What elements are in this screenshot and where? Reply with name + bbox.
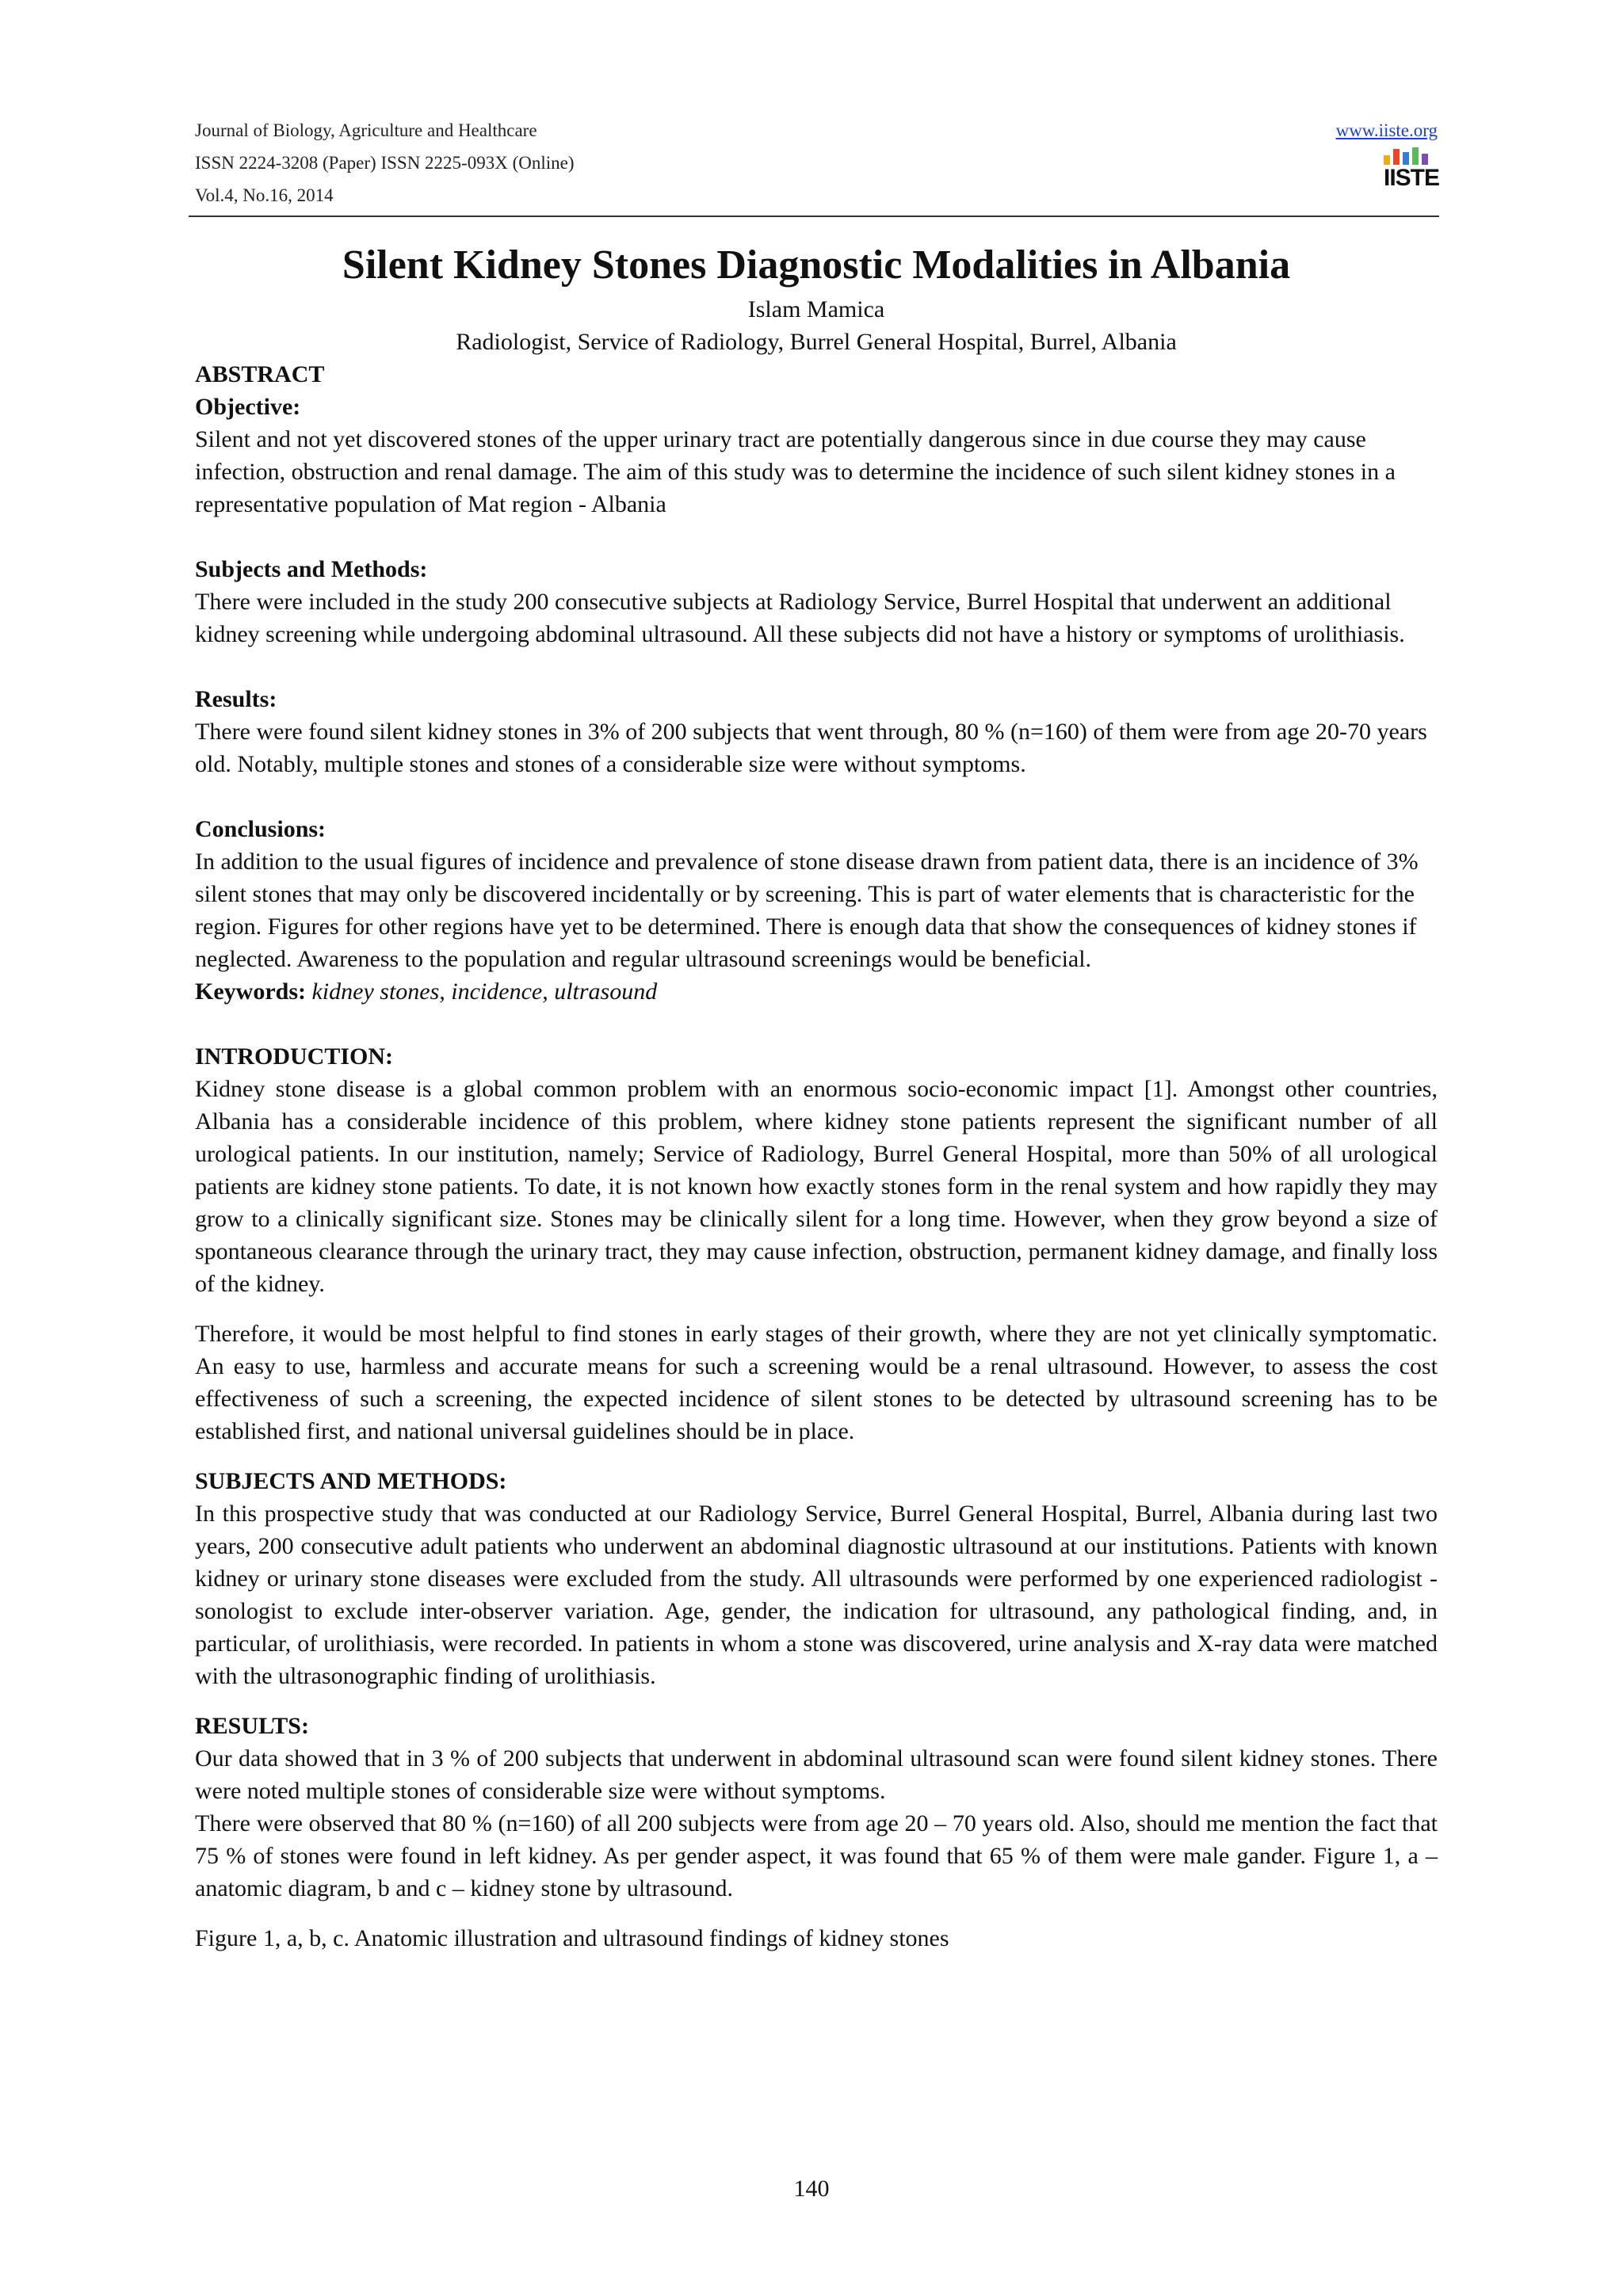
author-name: Islam Mamica [747, 296, 885, 322]
keywords-value: kidney stones, incidence, ultrasound [311, 978, 658, 1005]
results-paragraph-1: Our data showed that in 3 % of 200 subjects that underwent in abdominal ultrasound scan were found silent kidney stones. There were noted multiple stones of considerable size were without symptoms. [195, 1745, 1438, 1804]
abstract-heading: ABSTRACT [195, 361, 325, 387]
logo-text: IISTE [1384, 165, 1440, 191]
logo-bars [1384, 147, 1436, 165]
methods-abstract-text: There were included in the study 200 consecutive subjects at Radiology Service, Burrel Hospital that underwent an additional kidney screening while undergoing abdominal ultrasound. All these subjects did not have a history or symptoms of urolithiasis. [195, 589, 1405, 647]
journal-issn: ISSN 2224-3208 (Paper) ISSN 2225-093X (Online) [195, 153, 575, 173]
objective-heading: Objective: [195, 394, 301, 420]
journal-name: Journal of Biology, Agriculture and Healthcare [195, 120, 537, 140]
results-abstract-text: There were found silent kidney stones in 3% of 200 subjects that went through, 80 % (n=160) of them were from age 20-70 years old. Notably, multiple stones and stones of a considerable size were without symptoms. [195, 719, 1427, 777]
figure-caption: Figure 1, a, b, c. Anatomic illustration and ultrasound findings of kidney stones [195, 1925, 949, 1951]
introduction-paragraph-1: Kidney stone disease is a global common problem with an enormous socio-economic impact [1]. Amongst other countries, Albania has a considerable incidence of this problem, where kidney stone patients represent the significant number of all urological patients. In our institution, namely; Service of Radiology, Burrel General Hospital, more than 50% of all urological patients are kidney stone patients. To date, it is not known how exactly stones form in the renal system and how rapidly they may grow to a clinically significant size. Stones may be clinically silent for a long time. However, when they grow beyond a size of spontaneous clearance through the urinary tract, they may cause infection, obstruction, permanent kidney damage, and finally loss of the kidney. [195, 1076, 1438, 1297]
paper-title: Silent Kidney Stones Diagnostic Modalities in Albania [342, 242, 1291, 288]
keywords-label: Keywords: [195, 978, 306, 1005]
page-number: 140 [793, 2176, 830, 2202]
header-divider [189, 215, 1439, 217]
objective-text: Silent and not yet discovered stones of the upper urinary tract are potentially dangerous since in due course they may cause infection, obstruction and renal damage. The aim of this study was to determine the incidence of such silent kidney stones in a representative population of Mat region - Albania [195, 426, 1396, 517]
results-abstract-heading: Results: [195, 686, 277, 712]
results-paragraph-2: There were observed that 80 % (n=160) of all 200 subjects were from age 20 – 70 years old. Also, should me mention the fact that 75 % of stones were found in left kidney. As per gender aspect, it was found that 65 % of them were male gander. Figure 1, a – anatomic diagram, b and c – kidney stone by ultrasound. [195, 1810, 1438, 1901]
subjects-methods-paragraph: In this prospective study that was conducted at our Radiology Service, Burrel General Hospital, Burrel, Albania during last two years, 200 consecutive adult patients who underwent an abdominal diagnostic ultrasound at our institutions. Patients with known kidney or urinary stone diseases were excluded from the study. All ultrasounds were performed by one experienced radiologist - sonologist to exclude inter-observer variation. Age, gender, the indication for ultrasound, any pathological finding, and, in particular, of urolithiasis, were recorded. In patients in whom a stone was discovered, urine analysis and X-ray data were matched with the ultrasonographic finding of urolithiasis. [195, 1501, 1438, 1689]
page-content [195, 238, 1438, 1955]
methods-abstract-heading: Subjects and Methods: [195, 556, 428, 582]
website-link[interactable]: www.iiste.org [1335, 120, 1438, 140]
website-header [1336, 114, 1438, 147]
journal-volume: Vol.4, No.16, 2014 [195, 185, 334, 205]
journal-header [195, 114, 575, 212]
results-heading: RESULTS: [195, 1713, 309, 1739]
subjects-methods-heading: SUBJECTS AND METHODS: [195, 1468, 507, 1494]
iiste-logo [1384, 147, 1440, 203]
keywords-line [195, 975, 1438, 1008]
introduction-paragraph-2: Therefore, it would be most helpful to find stones in early stages of their growth, where they are not yet clinically symptomatic. An easy to use, harmless and accurate means for such a screening would be a renal ultrasound. However, to assess the cost effectiveness of such a screening, the expected incidence of silent stones to be detected by ultrasound screening has to be established first, and national universal guidelines should be in place. [195, 1321, 1438, 1444]
conclusions-heading: Conclusions: [195, 816, 327, 842]
author-affiliation: Radiologist, Service of Radiology, Burrel General Hospital, Burrel, Albania [456, 329, 1177, 355]
conclusions-text: In addition to the usual figures of incidence and prevalence of stone disease drawn from patient data, there is an incidence of 3% silent stones that may only be discovered incidentally or by screening. This is part of water elements that is characteristic for the region. Figures for other regions have yet to be determined. There is enough data that show the consequences of kidney stones if neglected. Awareness to the population and regular ultrasound screenings would be beneficial. [195, 849, 1419, 972]
introduction-heading: INTRODUCTION: [195, 1043, 394, 1070]
